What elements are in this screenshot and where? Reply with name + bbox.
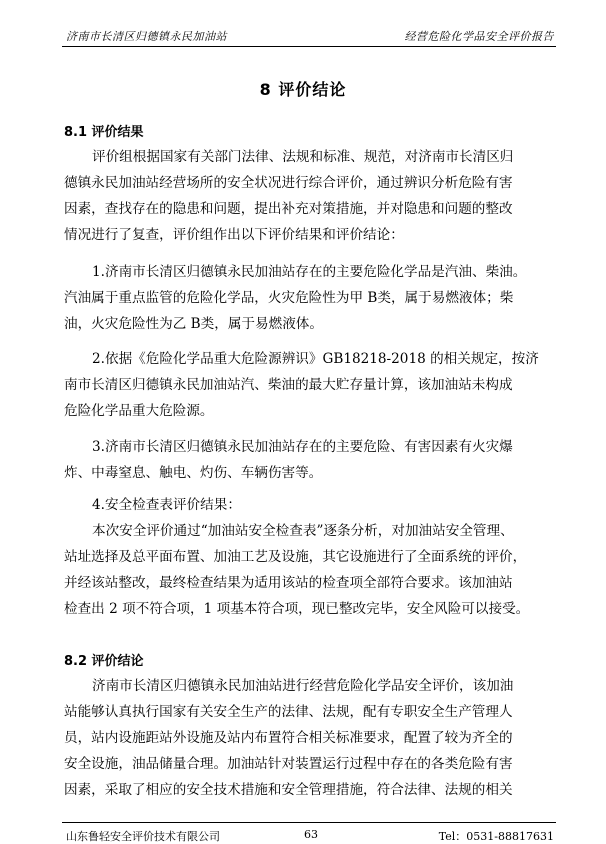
text-line: 汽油属于重点监管的危险化学品，火灾危险性为甲 B类，属于易燃液体；柴: [64, 290, 514, 306]
text-line: 本次安全评价通过“加油站安全检查表”逐条分析，对加油站安全管理、: [92, 523, 514, 539]
text-line: 1.济南市长清区归德镇永民加油站存在的主要危险化学品是汽油、柴油。: [92, 264, 527, 280]
text-line: 3.济南市长清区归德镇永民加油站存在的主要危险、有害因素有火灾爆: [92, 439, 513, 455]
text-line: 站址选择及总平面布置、加油工艺及设施，其它设施进行了全面系统的评价，: [64, 549, 527, 565]
text-line: 评价组根据国家有关部门法律、法规和标准、规范，对济南市长清区归: [92, 149, 514, 165]
text-line: 南市长清区归德镇永民加油站汽、柴油的最大贮存量计算，该加油站未构成: [64, 377, 513, 393]
text-line: 油，火灾危险性为乙 B类，属于易燃液体。: [64, 316, 323, 332]
text-line: 因素，采取了相应的安全技术措施和安全管理措施，符合法律、法规的相关: [64, 782, 513, 798]
footer-phone: Tel：0531-88817631: [438, 830, 554, 843]
text-line: 检查出 2 项不符合项，1 项基本符合项，现已整改完毕，安全风险可以接受。: [64, 601, 530, 617]
footer-divider: [62, 822, 556, 823]
result-item-1: [64, 259, 560, 337]
text-line: 情况进行了复查，评价组作出以下评价结果和评价结论：: [64, 227, 404, 243]
result-item-2: [64, 346, 560, 424]
text-line: 济南市长清区归德镇永民加油站进行经营危险化学品安全评价，该加油: [92, 678, 514, 694]
text-line: 德镇永民加油站经营场所的安全状况进行综合评价，通过辨识分析危险有害: [64, 175, 513, 191]
result-item-3: [64, 434, 560, 486]
page-number: 63: [304, 828, 318, 841]
section-heading-8-2: 8.2 评价结论: [64, 654, 144, 669]
chapter-title: 8 评价结论: [259, 80, 347, 99]
item-4-heading: 4.安全检查表评价结果：: [92, 497, 241, 513]
header-divider: [62, 46, 556, 47]
footer-company: 山东鲁轻安全评价技术有限公司: [66, 830, 220, 843]
conclusion-paragraph: [64, 673, 560, 803]
text-line: 站能够认真执行国家有关安全生产的法律、法规，配有专职安全生产管理人: [64, 704, 513, 720]
intro-paragraph: [64, 144, 560, 248]
section-heading-8-1: 8.1 评价结果: [64, 125, 144, 140]
result-item-4: [64, 492, 560, 622]
text-line: 炸、中毒窒息、触电、灼伤、车辆伤害等。: [64, 465, 323, 481]
header-report-title: 经营危险化学品安全评价报告: [404, 30, 554, 43]
text-line: 因素，查找存在的隐患和问题，提出补充对策措施，并对隐患和问题的整改: [64, 201, 513, 217]
text-line: 安全设施，油品储量合理。加油站针对装置运行过程中存在的各类危险有害: [64, 756, 513, 772]
text-line: 并经该站整改，最终检查结果为适用该站的检查项全部符合要求。该加油站: [64, 575, 513, 591]
text-line: 危险化学品重大危险源。: [64, 403, 214, 419]
header-company: 济南市长清区归德镇永民加油站: [66, 30, 227, 43]
text-line: 2.依据《危险化学品重大危险源辨识》GB18218-2018 的相关规定，按济: [92, 351, 539, 367]
text-line: 员，站内设施距站外设施及站内布置符合相关标准要求，配置了较为齐全的: [64, 730, 513, 746]
